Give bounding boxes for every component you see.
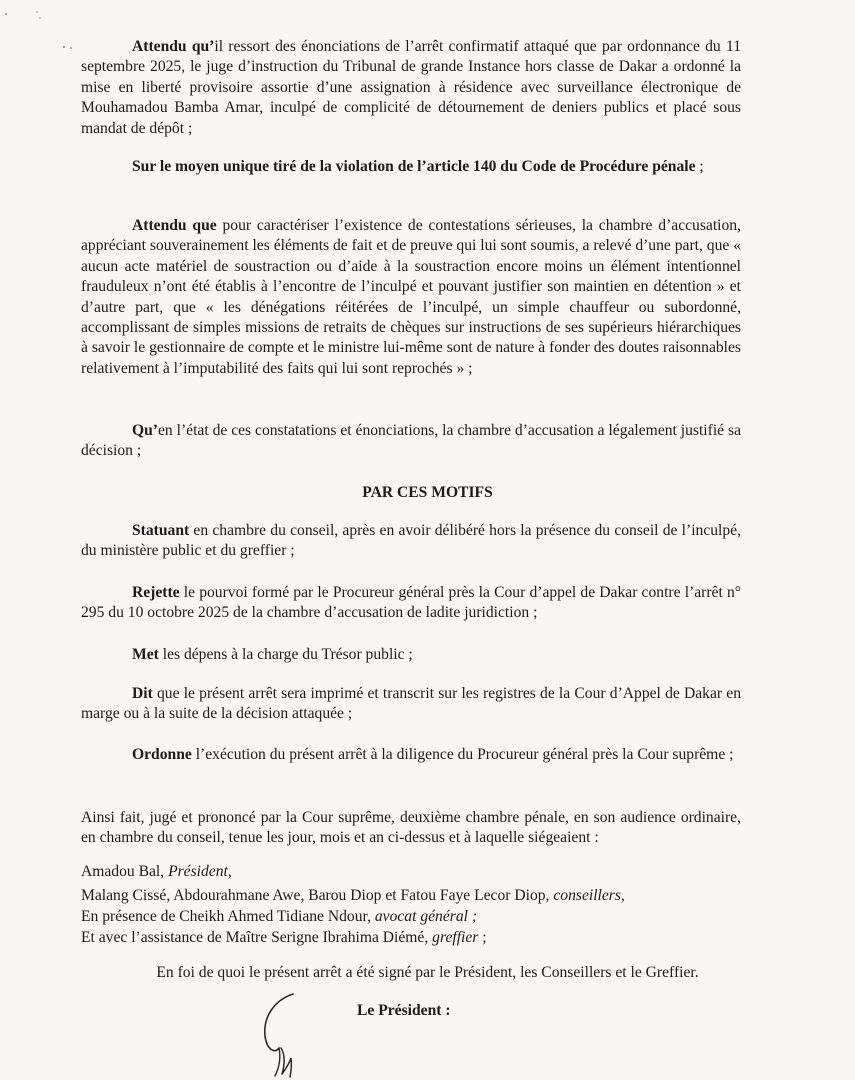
composition-line-greffier: Et avec l’assistance de Maître Serigne Ibrahima Diémé, greffier ; — [81, 929, 487, 946]
paragraph-met: Met les dépens à la charge du Trésor public ; — [132, 646, 413, 663]
signatory-label: Le Président : — [357, 1002, 451, 1019]
composition-line-conseillers: Malang Cissé, Abdourahmane Awe, Barou Diop et Fatou Faye Lecor Diop, conseillers, — [81, 887, 625, 904]
handwritten-signature — [245, 988, 355, 1078]
paragraph-dit: Dit que le présent arrêt sera imprimé et transcrit sur les registres de la Cour d’Appel de Dakar en marge ou à la suite de la décision attaquée ; — [81, 685, 741, 723]
composition-line-president: Amadou Bal, Président, — [81, 863, 232, 880]
paragraph-moyen: Sur le moyen unique tiré de la violation de l’article 140 du Code de Procédure pénale ; — [132, 158, 704, 175]
closing-statement: En foi de quoi le présent arrêt a été signé par le Président, les Conseillers et le Greffier. — [156, 964, 699, 981]
paragraph-ordonne: Ordonne l’exécution du présent arrêt à la diligence du Procureur général près la Cour suprême ; — [132, 746, 734, 763]
paragraph-ainsi-fait: Ainsi fait, jugé et prononcé par la Cour suprême, deuxième chambre pénale, en son audience ordinaire, en chambre du conseil, tenue les jour, mois et an ci-dessus et à laquelle siégeaient : — [81, 809, 741, 847]
paragraph-attendu-2: Attendu que pour caractériser l’existence de contestations sérieuses, la chambre d’accusation, appréciant souverainement les éléments de fait et de preuve qui lui sont soumis, a relevé d’une part, que « aucun acte matériel de soustraction ou d’aide à la soustraction encore moins un élément intentionnel frauduleux n’ont été établis à l’encontre de l’inculpé et pouvant justifier son maintien en détention » et d’autre part, que « les dénégations réitérées de l’inculpé, un simple chauffeur ou subordonné, accomplissant de simples missions de retraits de chèques sur instructions de ses supérieurs hiérarchiques à savoir le gestionnaire de compte et le ministre lui-même sont de nature à fonder des doutes raisonnables relativement à l’imputabilité des faits qui lui sont reprochés » ; — [81, 217, 741, 377]
composition-line-avocat-general: En présence de Cheikh Ahmed Tidiane Ndour, avocat général ; — [81, 908, 478, 925]
paragraph-attendu-1: Attendu qu’il ressort des énonciations de l’arrêt confirmatif attaqué que par ordonnance du 11 septembre 2025, le juge d’instruction du Tribunal de grande Instance hors classe de Dakar a ordonné la mise en liberté provisoire assortie d’une assignation à résidence avec surveillance électronique de Mouhamadou Bamba Amar, inculpé de complicité de détournement de deniers publics et placé sous mandat de dépôt ; — [81, 38, 741, 137]
section-heading: PAR CES MOTIFS — [362, 484, 493, 501]
paragraph-qu: Qu’en l’état de ces constatations et énonciations, la chambre d’accusation a légalement justifié sa décision ; — [81, 422, 741, 460]
paragraph-rejette: Rejette le pourvoi formé par le Procureur général près la Cour d’appel de Dakar contre l’arrêt n° 295 du 10 octobre 2025 de la chambre d’accusation de ladite juridiction ; — [81, 584, 741, 622]
paragraph-statuant: Statuant en chambre du conseil, après en avoir délibéré hors la présence du conseil de l’inculpé, du ministère public et du greffier ; — [81, 522, 741, 560]
